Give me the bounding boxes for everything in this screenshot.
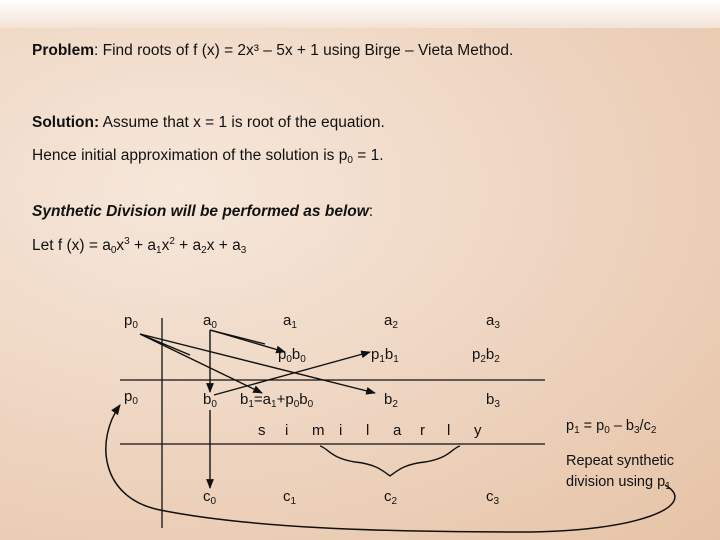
row2-t3b-sub: 2 bbox=[494, 354, 500, 365]
arrow-p0-to-b1 bbox=[140, 334, 262, 393]
row2-t3b: b bbox=[485, 346, 495, 363]
row1-a3-text: a bbox=[486, 312, 495, 329]
similarly-letter: r bbox=[420, 422, 425, 439]
row3-b0-sub: 0 bbox=[211, 399, 217, 410]
brace bbox=[320, 446, 460, 476]
poly-sub-0: 0 bbox=[110, 245, 117, 256]
poly-pow-3: 3 bbox=[124, 236, 130, 247]
row1-a2-sub: 2 bbox=[392, 320, 398, 331]
row3-p0 bbox=[124, 388, 138, 406]
row3-b0 bbox=[203, 391, 217, 409]
row2-t2b: b bbox=[384, 346, 394, 363]
initial-tail: = 1. bbox=[352, 147, 384, 164]
similarly-letter: l bbox=[366, 422, 370, 439]
similarly-letter: i bbox=[339, 422, 343, 439]
arrow-p0-to-b2 bbox=[140, 334, 375, 393]
initial-sub: 0 bbox=[347, 155, 353, 166]
row2-t1b-sub: 0 bbox=[300, 354, 306, 365]
row1-p-sub: 0 bbox=[132, 320, 138, 331]
poly-x2: x bbox=[161, 237, 170, 254]
solution-label: Solution: bbox=[32, 114, 100, 131]
similarly-letter: s bbox=[258, 422, 266, 439]
formula-div-sub: 2 bbox=[650, 425, 657, 436]
b1-b: b bbox=[299, 391, 308, 408]
row1-a2 bbox=[384, 312, 398, 330]
row3-b3-text: b bbox=[486, 391, 495, 408]
row4-c0 bbox=[203, 488, 216, 506]
row1-a1-text: a bbox=[283, 312, 292, 329]
row4-c0-text: c bbox=[203, 488, 211, 505]
similarly-text bbox=[258, 422, 501, 440]
row4-c1 bbox=[283, 488, 296, 506]
row1-a2-text: a bbox=[384, 312, 393, 329]
row1-a0-sub: 0 bbox=[211, 320, 217, 331]
row3-b2-sub: 2 bbox=[392, 399, 398, 410]
row4-c3 bbox=[486, 488, 499, 506]
formula-lhs: p bbox=[566, 418, 575, 434]
formula-lhs-sub: 1 bbox=[574, 425, 580, 436]
formula-div: /c bbox=[639, 418, 651, 434]
row2-t3: p bbox=[472, 346, 481, 363]
row3-b1-formula bbox=[240, 391, 313, 409]
row2-t2-sub: 1 bbox=[379, 354, 385, 365]
synthetic-colon: : bbox=[368, 203, 374, 220]
row3-p-sub: 0 bbox=[132, 396, 138, 407]
similarly-letter: a bbox=[393, 422, 402, 439]
row1-p0 bbox=[124, 312, 138, 330]
similarly-letter: l bbox=[447, 422, 451, 439]
b1-plus-sub: 0 bbox=[293, 399, 300, 410]
row4-c0-sub: 0 bbox=[210, 496, 217, 507]
arrow-a0-branch bbox=[210, 330, 265, 344]
row4-c1-sub: 1 bbox=[290, 496, 297, 507]
row4-c3-sub: 3 bbox=[493, 496, 500, 507]
similarly-letter: y bbox=[474, 422, 482, 439]
row2-t3-sub: 2 bbox=[480, 354, 486, 365]
row3-p-text: p bbox=[124, 388, 133, 405]
b1-a: b bbox=[240, 391, 249, 408]
poly-sub-2: 2 bbox=[201, 245, 207, 256]
row4-c3-text: c bbox=[486, 488, 494, 505]
b1-a-sub: 1 bbox=[248, 399, 254, 410]
problem-text: : Find roots of f (x) = 2x³ – 5x + 1 using Birge – Vieta Method. bbox=[94, 42, 514, 59]
row2-p1b1 bbox=[371, 346, 399, 364]
repeat-note-line2 bbox=[566, 473, 671, 491]
row2-t1: p bbox=[278, 346, 287, 363]
row2-p0b0 bbox=[278, 346, 306, 364]
repeat-note-sub: 1 bbox=[665, 481, 671, 492]
formula-minus: – b bbox=[609, 418, 634, 434]
repeat-note-text: division using p bbox=[566, 474, 666, 490]
solution-text: Assume that x = 1 is root of the equation. bbox=[99, 114, 385, 131]
row4-c2 bbox=[384, 488, 397, 506]
similarly-letter: m bbox=[312, 422, 325, 439]
row1-a1 bbox=[283, 312, 297, 330]
initial-text: Hence initial approximation of the solution is p bbox=[32, 147, 348, 164]
row3-b0-text: b bbox=[203, 391, 212, 408]
row1-a3 bbox=[486, 312, 500, 330]
row2-p2b2 bbox=[472, 346, 500, 364]
row1-p-text: p bbox=[124, 312, 133, 329]
repeat-note-line1: Repeat synthetic bbox=[566, 453, 675, 469]
row1-a3-sub: 3 bbox=[494, 320, 500, 331]
b1-plus: +p bbox=[276, 391, 294, 408]
row4-c2-text: c bbox=[384, 488, 392, 505]
row1-a1-sub: 1 bbox=[291, 320, 297, 331]
problem-label: Problem bbox=[32, 42, 95, 59]
formula-minus-sub: 3 bbox=[633, 425, 640, 436]
row4-c2-sub: 2 bbox=[391, 496, 398, 507]
update-formula bbox=[566, 417, 656, 435]
row3-b2-text: b bbox=[384, 391, 393, 408]
row2-t1b: b bbox=[291, 346, 301, 363]
row1-a0-text: a bbox=[203, 312, 212, 329]
synthetic-heading: Synthetic Division will be performed as below bbox=[32, 203, 369, 220]
poly-mid-1: + a bbox=[129, 237, 156, 254]
row2-t2: p bbox=[371, 346, 380, 363]
poly-mid-3: x + a bbox=[206, 237, 241, 254]
poly-x: x bbox=[116, 237, 125, 254]
formula-eq-sub: 0 bbox=[604, 425, 610, 436]
b1-eq-sub: 1 bbox=[271, 399, 277, 410]
row4-c1-text: c bbox=[283, 488, 291, 505]
similarly-letter: i bbox=[285, 422, 289, 439]
poly-sub-1: 1 bbox=[156, 245, 162, 256]
row2-t1-sub: 0 bbox=[286, 354, 292, 365]
row3-b3 bbox=[486, 391, 500, 409]
row1-a0 bbox=[203, 312, 217, 330]
b1-b-sub: 0 bbox=[307, 399, 314, 410]
poly-prefix: Let f (x) = a bbox=[32, 237, 111, 254]
row3-b3-sub: 3 bbox=[494, 399, 500, 410]
row2-t2b-sub: 1 bbox=[393, 354, 399, 365]
poly-sub-3: 3 bbox=[240, 245, 247, 256]
poly-pow-2: 2 bbox=[169, 236, 175, 247]
row3-b2 bbox=[384, 391, 398, 409]
formula-eq: = p bbox=[579, 418, 605, 434]
b1-eq: =a bbox=[253, 391, 272, 408]
poly-mid-2: + a bbox=[174, 237, 202, 254]
